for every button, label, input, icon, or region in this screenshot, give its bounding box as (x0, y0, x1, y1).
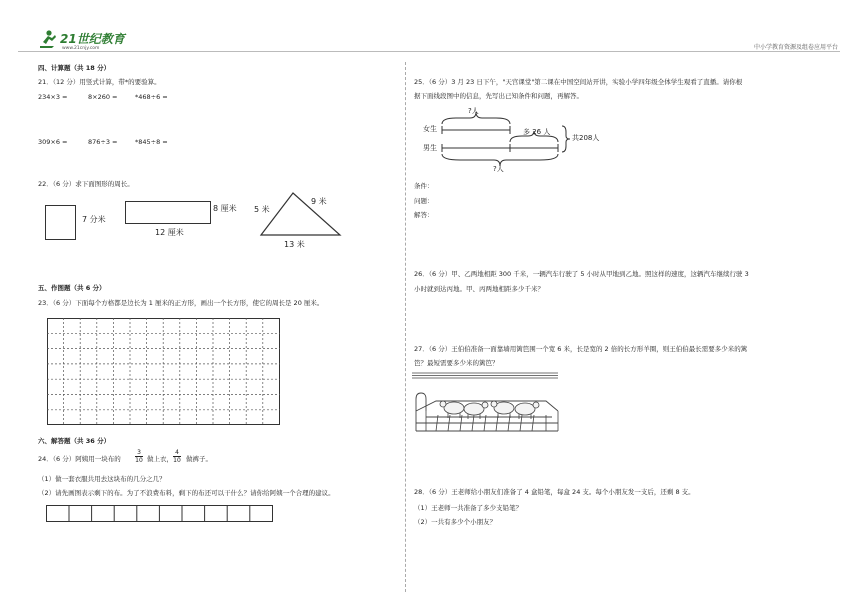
diagram-boys-label: 男生 (423, 144, 437, 152)
triangle-shape (255, 190, 345, 240)
question-23: 23．（6 分）下面每个方格都是边长为 1 厘米的正方形，画出一个长方形，使它的周长是 20 厘米。 (38, 299, 324, 307)
diagram-total-label: 共208人 (572, 134, 600, 142)
logo-url: www.21cnjy.com (62, 46, 100, 50)
question-24-part-b: 做上衣， (147, 455, 173, 463)
diagram-unknown-top: ?人 (468, 107, 479, 115)
question-25-line-2: 据下面线段图中的信息，先写出已知条件和问题，再解答。 (414, 92, 583, 100)
fraction-4-10: 4 10 (173, 449, 181, 464)
triangle-right-label: 9 米 (311, 197, 327, 206)
calc-4: 309×6 = (38, 138, 68, 146)
calc-3: *468÷6 = (135, 93, 168, 101)
square-shape (45, 205, 76, 240)
question-24-part-c: 做裤子。 (186, 455, 212, 463)
column-divider (405, 62, 406, 592)
logo (40, 28, 136, 50)
section-4-title: 四、计算题（共 18 分） (38, 64, 111, 72)
question-27-line-1: 27．（6 分）王伯伯准备一面靠墙用篱笆围一个宽 6 米，长是宽的 2 倍的长方形羊圈，则王伯伯最长需要多少米的篱 (414, 345, 748, 353)
cloth-strip[interactable] (46, 505, 274, 523)
question-24-part-a: 24．（6 分）阿姨用一块布的 (38, 455, 121, 463)
question-label: 问题： (414, 197, 434, 205)
calc-6: *845÷8 = (135, 138, 168, 146)
condition-label: 条件： (414, 182, 434, 190)
question-28: 28．（6 分）王老师给小朋友们准备了 4 盒铅笔，每盒 24 支。每个小朋友发一支后，还剩 8 支。 (414, 488, 695, 496)
sheep-pen-illustration (412, 371, 560, 437)
section-5-title: 五、作图题（共 6 分） (38, 284, 106, 292)
answer-label: 解答： (414, 211, 434, 219)
question-28-sub-2: （2）一共有多少个小朋友？ (414, 518, 497, 526)
fraction-3-10: 3 10 (135, 449, 143, 464)
calc-5: 876÷3 = (88, 138, 118, 146)
question-21: 21．（12 分）用竖式计算，带*的要验算。 (38, 78, 161, 86)
square-side-label: 7 分米 (82, 215, 106, 224)
calc-2: 8×260 = (88, 93, 118, 101)
diagram-more-label: 多 26 人 (523, 128, 551, 136)
triangle-left-label: 5 米 (254, 205, 270, 214)
question-22: 22．（6 分）求下面图形的周长。 (38, 180, 134, 188)
question-27-line-2: 笆？最短需要多少米的篱笆？ (414, 359, 499, 367)
diagram-girls-label: 女生 (423, 125, 437, 133)
triangle-bottom-label: 13 米 (284, 240, 305, 249)
section-6-title: 六、解答题（共 36 分） (38, 437, 111, 445)
drawing-grid[interactable] (47, 318, 281, 426)
calc-1: 234×3 = (38, 93, 68, 101)
rectangle-width-label: 8 厘米 (213, 204, 237, 213)
question-24-sub-1: （1）做一套衣服共用去这块布的几分之几？ (38, 475, 166, 483)
platform-name: 中小学教育资源及组卷应用平台 (753, 44, 838, 51)
header-divider (18, 51, 840, 52)
diagram-unknown-bottom: ?人 (493, 165, 504, 173)
rectangle-shape (125, 201, 211, 224)
question-28-sub-1: （1）王老师一共准备了多少支铅笔？ (414, 504, 523, 512)
question-25-line-1: 25．（6 分）3 月 23 日下午，"天宫课堂"第二课在中国空间站开讲，实验小学四年级全体学生观看了直播。请你根 (414, 78, 743, 86)
question-24-sub-2: （2）请先画图表示剩下的布。为了不浪费布料，剩下的布还可以干什么？请你给阿姨一个合理的建议。 (38, 489, 335, 497)
question-26-line-2: 小时就到达丙地。甲、丙两地相距多少千米？ (414, 285, 544, 293)
question-26-line-1: 26．（6 分）甲、乙两地相距 300 千米，一辆汽车行驶了 5 小时从甲地到乙地。照这样的速度，这辆汽车继续行驶 3 (414, 270, 749, 278)
rectangle-length-label: 12 厘米 (155, 228, 184, 237)
logo-text: 21世纪教育 (60, 32, 125, 46)
